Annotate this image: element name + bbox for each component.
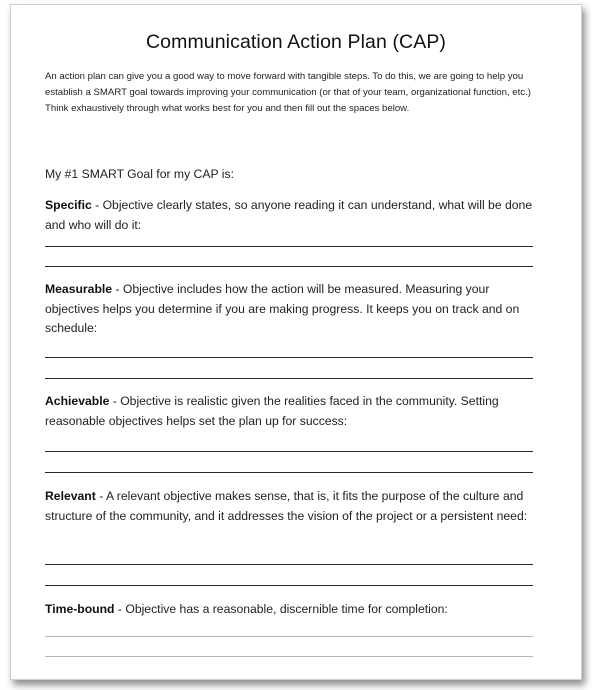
section-label: Achievable xyxy=(45,394,110,408)
section-label: Time-bound xyxy=(45,602,115,616)
answer-line[interactable] xyxy=(45,585,533,586)
page-title: Communication Action Plan (CAP) xyxy=(145,31,447,53)
answer-line[interactable] xyxy=(45,246,533,247)
document-page xyxy=(10,4,582,680)
answer-line[interactable] xyxy=(45,636,533,637)
section-time-bound xyxy=(45,600,543,620)
answer-line[interactable] xyxy=(45,451,533,452)
answer-line[interactable] xyxy=(45,357,533,358)
section-relevant xyxy=(45,487,543,526)
section-text: - A relevant objective makes sense, that is, it fits the purpose of the culture and structure of the community, and it addresses the vision of the project or a persistent need: xyxy=(45,489,528,523)
answer-line[interactable] xyxy=(45,472,533,473)
goal-label: My #1 SMART Goal for my CAP is: xyxy=(45,167,234,181)
section-label: Measurable xyxy=(45,282,113,296)
section-label: Specific xyxy=(45,198,92,212)
section-measurable xyxy=(45,280,543,339)
section-text: - Objective clearly states, so anyone reading it can understand, what will be done and who will do it: xyxy=(45,198,533,232)
section-text: - Objective includes how the action will be measured. Measuring your objectives helps you determine if you are making progress. It keeps you on track and on schedule: xyxy=(45,282,520,335)
section-text: - Objective has a reasonable, discernible time for completion: xyxy=(114,602,448,616)
answer-line[interactable] xyxy=(45,656,533,657)
section-text: - Objective is realistic given the realities faced in the community. Setting reasonable objectives helps set the plan up for success: xyxy=(45,394,499,428)
section-label: Relevant xyxy=(45,489,96,503)
answer-line[interactable] xyxy=(45,564,533,565)
intro-paragraph: An action plan can give you a good way to move forward with tangible steps. To do this, we are going to help you establish a SMART goal towards improving your communication (or that of your team, organizational function, etc.) Think exhaustively through what works best for you and then fill out the spaces below. xyxy=(45,71,531,114)
answer-line[interactable] xyxy=(45,266,533,267)
section-specific xyxy=(45,196,543,235)
answer-line[interactable] xyxy=(45,378,533,379)
section-achievable xyxy=(45,392,543,431)
